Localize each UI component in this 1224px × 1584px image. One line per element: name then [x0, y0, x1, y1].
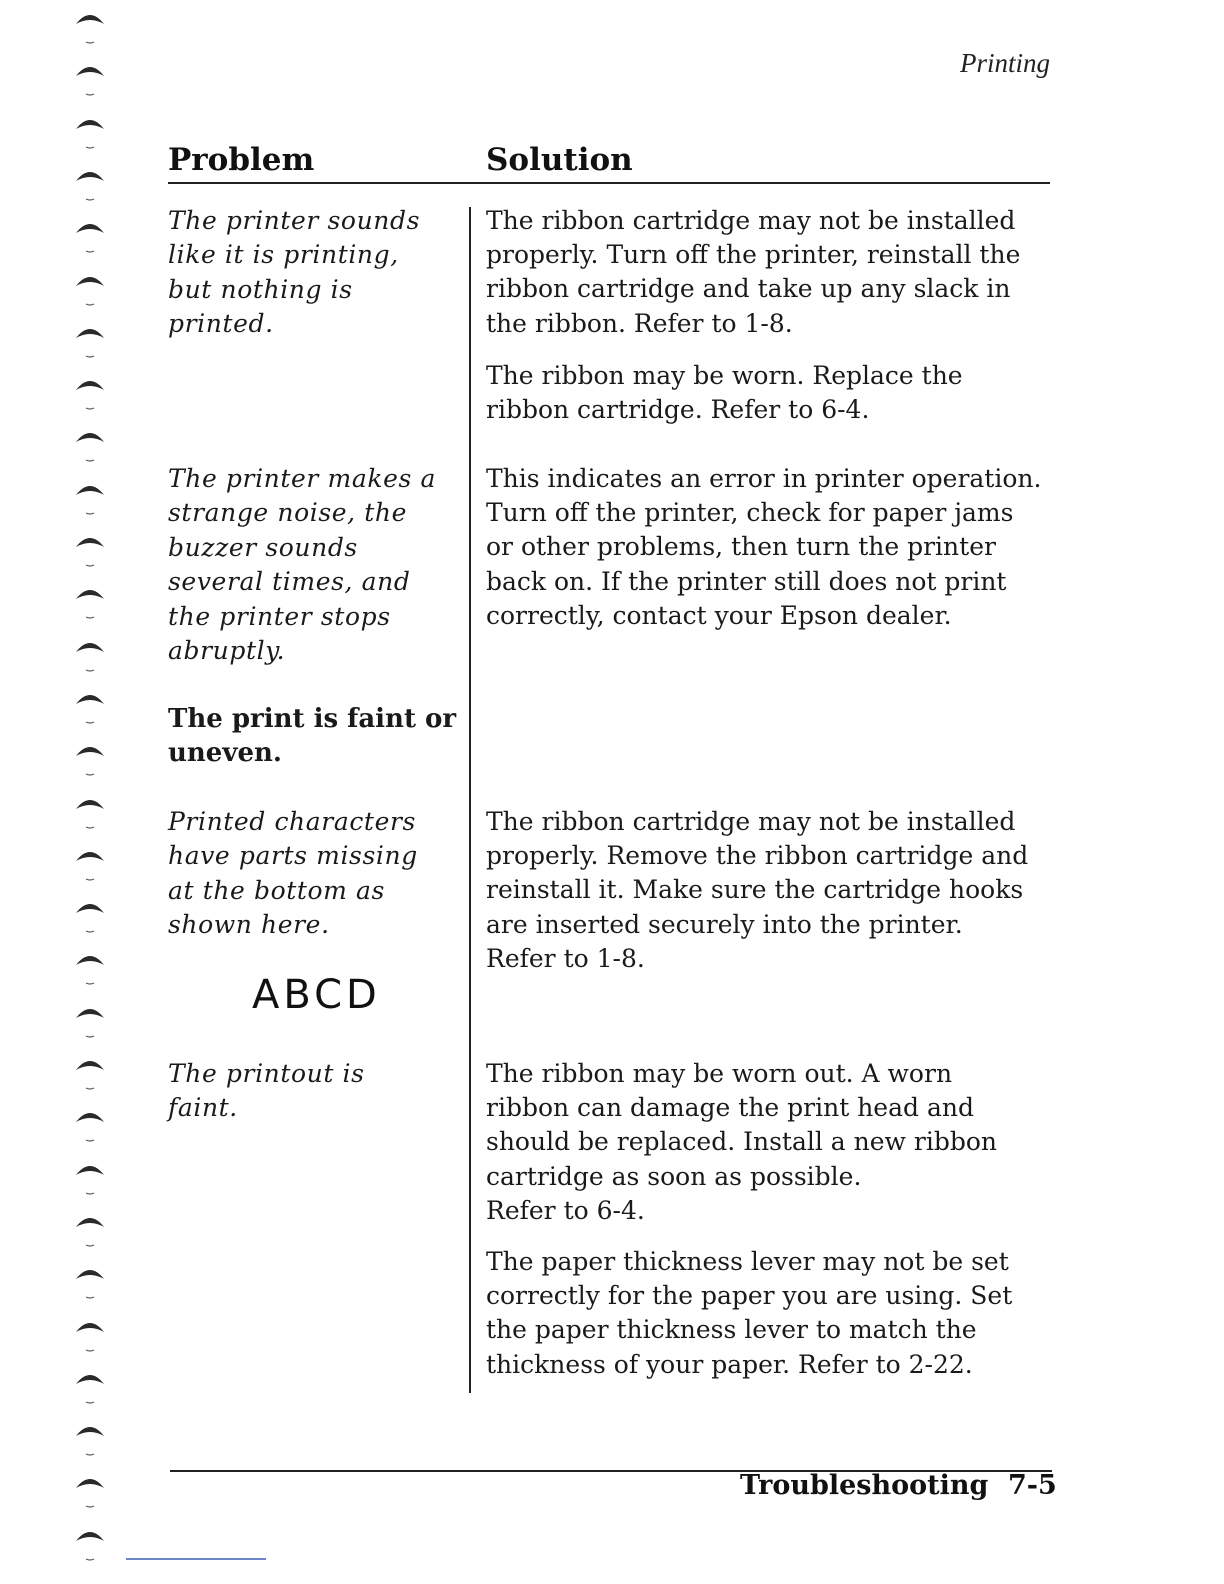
binding-ring-icon: [72, 1414, 108, 1466]
binding-ring-icon: [72, 1153, 108, 1205]
binding-ring-icon: [72, 787, 108, 839]
binding-ring-icon: [72, 734, 108, 786]
binding-ring-icon: [72, 420, 108, 472]
column-divider: [469, 207, 471, 1393]
binding-ring-icon: [72, 316, 108, 368]
binding-ring-icon: [72, 1519, 108, 1571]
missing-parts-sample: ABCD: [252, 972, 381, 1018]
footer-section-title: Troubleshooting: [740, 1470, 989, 1501]
binding-ring-icon: [72, 1205, 108, 1257]
solution-3: The ribbon cartridge may not be installed properly. Remove the ribbon cartridge and reinstall it. Make sure the cartridge hooks are inserted securely into the printer. Refer to 1-8.: [486, 807, 1029, 973]
binding-ring-icon: [72, 1100, 108, 1152]
footer-page-number: 7-5: [1008, 1470, 1057, 1501]
subheading-faint-print: The print is faint or uneven.: [168, 704, 457, 769]
solution-1a: The ribbon cartridge may not be installed properly. Turn off the printer, reinstall the ribbon cartridge and take up any slack in the ribbon. Refer to 1-8.: [486, 206, 1021, 338]
problem-2: The printer makes a strange noise, the buzzer sounds several times, and the printer stops abruptly.: [168, 464, 436, 666]
solution-column-header: Solution: [486, 142, 633, 178]
problem-1: The printer sounds like it is printing, but nothing is printed.: [168, 206, 421, 339]
problem-4: The printout is faint.: [168, 1059, 365, 1123]
solution-1b: The ribbon may be worn. Replace the ribbon cartridge. Refer to 6-4.: [486, 361, 963, 425]
binding-ring-icon: [72, 473, 108, 525]
binding-ring-icon: [72, 839, 108, 891]
binding-ring-icon: [72, 1310, 108, 1362]
binding-ring-icon: [72, 577, 108, 629]
header-rule: [168, 182, 1050, 184]
problem-column-header: Problem: [168, 142, 315, 178]
binding-ring-icon: [72, 2, 108, 54]
binding-ring-icon: [72, 107, 108, 159]
binding-ring-icon: [72, 1466, 108, 1518]
binding-ring-icon: [72, 54, 108, 106]
binding-ring-icon: [72, 1362, 108, 1414]
binding-ring-icon: [72, 525, 108, 577]
binding-ring-icon: [72, 682, 108, 734]
solution-4a: The ribbon may be worn out. A worn ribbon can damage the print head and should be replaced. Install a new ribbon cartridge as soon as possible. Refer to 6-4.: [486, 1059, 998, 1225]
binding-ring-icon: [72, 943, 108, 995]
binding-ring-icon: [72, 630, 108, 682]
binding-ring-icon: [72, 368, 108, 420]
binding-ring-icon: [72, 211, 108, 263]
binding-ring-icon: [72, 1048, 108, 1100]
binding-ring-icon: [72, 891, 108, 943]
running-head: Printing: [959, 48, 1050, 78]
solution-2: This indicates an error in printer operation. Turn off the printer, check for paper jams or other problems, then turn the printer back on. If the printer still does not print correctly, contact your Epson dealer.: [486, 464, 1042, 630]
scan-edge-mark: [126, 1558, 266, 1560]
binding-ring-icon: [72, 159, 108, 211]
problem-3: Printed characters have parts missing at the bottom as shown here.: [168, 807, 418, 940]
binding-ring-icon: [72, 1257, 108, 1309]
binding-ring-icon: [72, 264, 108, 316]
binding-ring-icon: [72, 996, 108, 1048]
solution-4b: The paper thickness lever may not be set correctly for the paper you are using. Set the paper thickness lever to match the thickness of your paper. Refer to 2-22.: [486, 1247, 1013, 1379]
spiral-binding: [72, 0, 112, 1584]
